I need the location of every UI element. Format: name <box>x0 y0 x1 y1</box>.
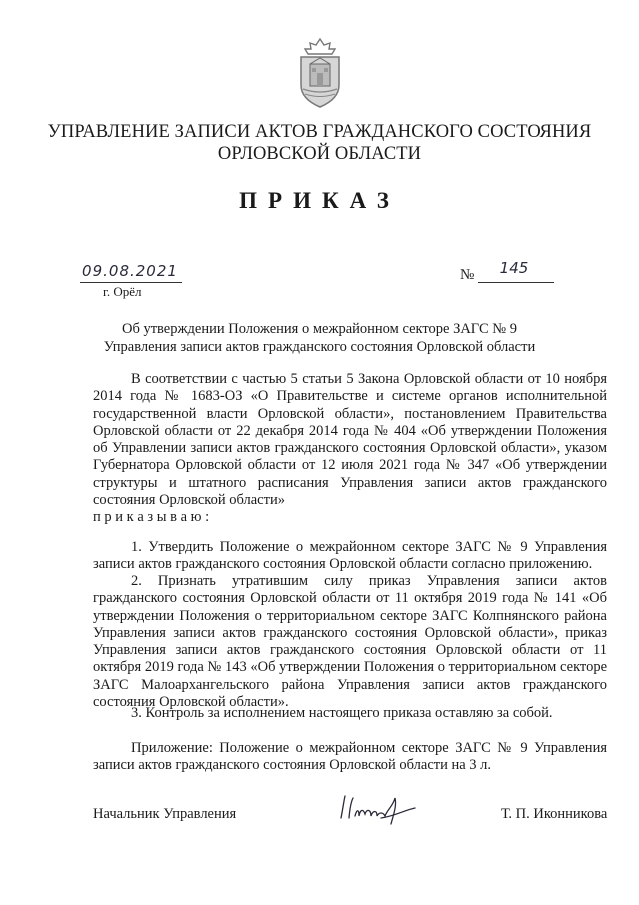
preamble-paragraph <box>93 371 607 527</box>
number-underline <box>478 282 554 283</box>
subject-line2: Управления записи актов гражданского состояния Орловской области <box>103 339 536 355</box>
signatory-position: Начальник Управления <box>93 806 237 822</box>
order-word: п р и к а з ы в а ю : <box>93 509 210 526</box>
signatory-name: Т. П. Иконникова <box>501 806 608 822</box>
handwritten-number: 145 <box>499 259 529 277</box>
appendix-note: Приложение: Положение о межрайонном секторе ЗАГС № 9 Управления записи актов гражданского состояния Орловской области на 3 л. <box>93 740 607 774</box>
document-title: ПРИКАЗ <box>239 188 400 213</box>
preamble-text: В соответствии с частью 5 статьи 5 Закона Орловской области от 10 ноября 2014 года № 1683-ОЗ «О Правительстве и системе органов исполнительной государственной власти Орловской области», постановлением Правительства Орловской области от 22 декабря 2014 года № 404 «Об утверждении Положения об Управлении записи актов гражданского состояния Орловской области», указом Губернатора Орловской области от 12 июля 2021 года № 347 «Об утверждении структуры и штатного расписания Управления записи актов гражданского состояния Орловской области» <box>93 371 607 509</box>
organization-name-line1: УПРАВЛЕНИЕ ЗАПИСИ АКТОВ ГРАЖДАНСКОГО СОСТОЯНИЯ <box>47 122 592 142</box>
coat-of-arms-icon <box>295 37 345 109</box>
order-item-2: 2. Признать утратившим силу приказ Управления записи актов гражданского состояния Орловской области от 11 октября 2019 года № 141 «Об утверждении Положения о территориальном секторе ЗАГС Колпнянского района Управления записи актов гражданского состояния Орловской области», приказ Управления записи актов гражданского состояния Орловской области от 11 октября 2019 года № 143 «Об утверждении Положения о территориальном секторе ЗАГС Малоархангельского района Управления записи актов гражданского состояния Орловской области». <box>93 573 607 711</box>
subject-line1: Об утверждении Положения о межрайонном секторе ЗАГС № 9 <box>121 321 517 337</box>
order-item-1: 1. Утвердить Положение о межрайонном секторе ЗАГС № 9 Управления записи актов гражданского состояния Орловской области согласно приложению. <box>93 539 607 573</box>
organization-name-line2: ОРЛОВСКОЙ ОБЛАСТИ <box>217 144 422 164</box>
number-sign: № <box>460 267 475 283</box>
order-item-3: 3. Контроль за исполнением настоящего приказа оставляю за собой. <box>131 705 553 721</box>
handwritten-signature <box>335 788 425 828</box>
handwritten-date: 09.08.2021 <box>82 262 178 280</box>
city-label: г. Орёл <box>103 284 142 299</box>
date-underline <box>80 282 182 283</box>
